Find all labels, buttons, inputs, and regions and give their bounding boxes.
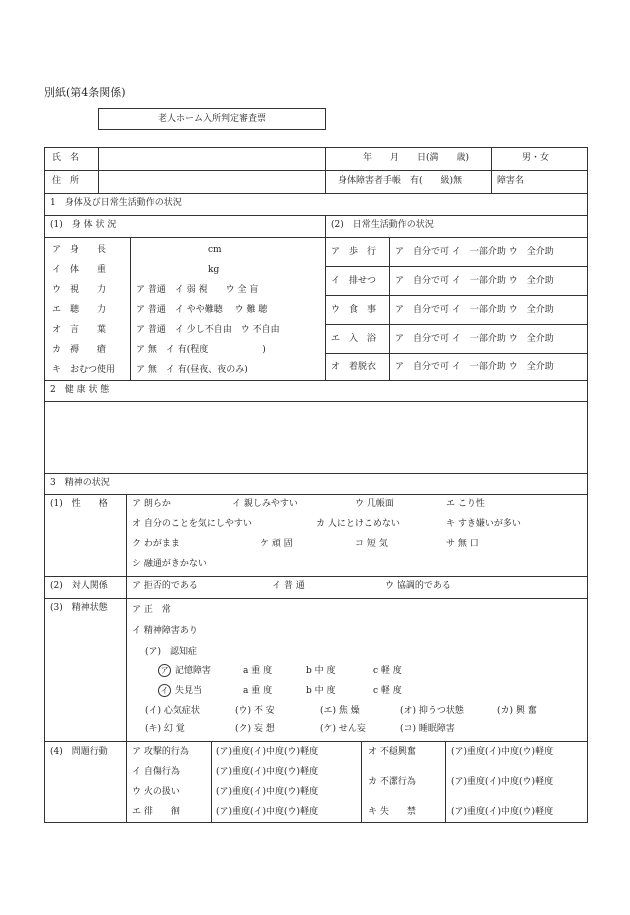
character-item: キ すき嫌いが多い [446, 519, 521, 529]
form-title: 老人ホーム入所判定審査票 [157, 113, 266, 124]
behavior-label: (4) 問題行動 [50, 747, 108, 757]
symptom: (イ) 心気症状 [145, 706, 200, 716]
disorient-label: 失見当 [175, 686, 203, 696]
behavior-grades: (ア)重度(イ)中度(ウ)軽度 [216, 767, 319, 777]
weight-label: イ 体 重 [52, 265, 107, 275]
behavior-item: キ 失 禁 [368, 807, 416, 817]
toilet-label: イ 排せつ [331, 276, 377, 286]
section3-title: 3 精神の状況 [50, 478, 110, 488]
name-label: 氏 名 [52, 153, 80, 163]
relations-item: イ 普 通 [272, 581, 305, 591]
symptom: (ウ) 不 安 [235, 706, 275, 716]
diaper-options: ア 無 イ 有(昼夜、夜のみ) [136, 365, 248, 375]
vision-label: ウ 視 力 [52, 285, 107, 295]
mental-label: (3) 精神状態 [50, 603, 108, 613]
toilet-options: ア 自分で可 イ 一部介助 ウ 全介助 [395, 276, 554, 286]
behavior-item: オ 不穏興奮 [368, 747, 416, 757]
eating-label: ウ 食 事 [331, 305, 377, 315]
symptom: (エ) 焦 燥 [320, 706, 360, 716]
character-item: オ 自分のことを気にしやすい [132, 519, 252, 529]
symptom: (カ) 興 奮 [497, 706, 537, 716]
section2-title: 2 健 康 状 態 [50, 385, 110, 395]
character-label: (1) 性 格 [50, 499, 108, 509]
circled-mark: ア [158, 664, 171, 677]
speech-label: オ 言 葉 [52, 325, 107, 335]
symptom: (オ) 抑うつ状態 [400, 706, 464, 716]
behavior-grades: (ア)重度(イ)中度(ウ)軽度 [451, 747, 554, 757]
birth-date: 年 月 日(満 歳) [363, 153, 470, 163]
behavior-item: ウ 火の扱い [132, 787, 180, 797]
eating-options: ア 自分で可 イ 一部介助 ウ 全介助 [395, 305, 554, 315]
character-item: ク わがまま [132, 539, 180, 549]
bathing-options: ア 自分で可 イ 一部介助 ウ 全介助 [395, 334, 554, 344]
symptom: (ク) 妄 想 [235, 724, 275, 734]
mental-normal: ア 正 常 [132, 605, 171, 615]
character-item: サ 無 口 [446, 539, 479, 549]
speech-options: ア 普通 イ 少し不自由 ウ 不自由 [136, 325, 280, 335]
character-item: ア 朗らか [132, 499, 171, 509]
behavior-item: イ 自傷行為 [132, 767, 180, 777]
handbook-field: 身体障害者手帳 有( 級)無 [338, 176, 463, 186]
character-item: カ 人にとけこめない [316, 519, 400, 529]
bedsore-label: カ 褥 瘡 [52, 345, 107, 355]
form-title-box [98, 108, 326, 130]
annex-label: 別紙(第4条関係) [44, 86, 126, 99]
behavior-grades: (ア)重度(イ)中度(ウ)軽度 [216, 807, 319, 817]
walking-options: ア 自分で可 イ 一部介助 ウ 全介助 [395, 247, 554, 257]
character-item: イ 親しみやすい [232, 499, 298, 509]
circled-mark: イ [158, 684, 171, 697]
memory-label: 記憶障害 [175, 666, 212, 676]
address-label: 住 所 [52, 176, 80, 186]
hearing-options: ア 普通 イ やや難聴 ウ 難 聴 [136, 305, 268, 315]
height-unit: cm [208, 245, 222, 255]
relations-label: (2) 対人関係 [50, 581, 108, 591]
grade: c 軽 度 [373, 686, 402, 696]
bathing-label: エ 入 浴 [331, 334, 377, 344]
dressing-options: ア 自分で可 イ 一部介助 ウ 全介助 [395, 362, 554, 372]
body-status-title: (1) 身 体 状 況 [50, 220, 117, 230]
grade: c 軽 度 [373, 666, 402, 676]
behavior-grades: (ア)重度(イ)中度(ウ)軽度 [451, 807, 554, 817]
vision-options: ア 普通 イ 弱 視 ウ 全 盲 [136, 285, 259, 295]
symptom: (キ) 幻 覚 [145, 724, 185, 734]
sex-field: 男・女 [522, 153, 550, 163]
character-item: エ こり性 [446, 499, 485, 509]
walking-label: ア 歩 行 [331, 247, 377, 257]
dementia-label: (ア) 認知症 [145, 647, 198, 657]
section1-title: 1 身体及び日常生活動作の状況 [50, 198, 182, 208]
behavior-grades: (ア)重度(イ)中度(ウ)軽度 [451, 777, 554, 787]
diaper-label: キ おむつ使用 [52, 365, 116, 375]
grade: a 重 度 [243, 666, 273, 676]
disorient-row [158, 684, 202, 697]
hearing-label: エ 聴 力 [52, 305, 107, 315]
grade: b 中 度 [306, 686, 336, 696]
bedsore-options: ア 無 イ 有(程度 ) [136, 345, 266, 355]
character-item: シ 融通がきかない [132, 559, 207, 569]
behavior-grades: (ア)重度(イ)中度(ウ)軽度 [216, 787, 319, 797]
behavior-item: カ 不潔行為 [368, 777, 416, 787]
height-label: ア 身 長 [52, 245, 107, 255]
grade: b 中 度 [306, 666, 336, 676]
symptom: (コ) 睡眠障害 [400, 724, 455, 734]
character-item: ウ 几帳面 [355, 499, 394, 509]
character-item: コ 短 気 [355, 539, 388, 549]
weight-unit: kg [208, 265, 220, 275]
disability-label: 障害名 [497, 176, 525, 186]
memory-row [158, 664, 211, 677]
grade: a 重 度 [243, 686, 273, 696]
relations-item: ウ 協調的である [385, 581, 451, 591]
dressing-label: オ 着脱衣 [331, 362, 377, 372]
relations-item: ア 拒否的である [132, 581, 198, 591]
behavior-item: エ 徘 徊 [132, 807, 180, 817]
character-item: ケ 頑 固 [260, 539, 293, 549]
behavior-item: ア 攻撃的行為 [132, 747, 189, 757]
behavior-grades: (ア)重度(イ)中度(ウ)軽度 [216, 747, 319, 757]
symptom: (ケ) せん妄 [320, 724, 366, 734]
adl-title: (2) 日常生活動作の状況 [331, 220, 434, 230]
mental-disorder: イ 精神障害あり [132, 626, 198, 636]
